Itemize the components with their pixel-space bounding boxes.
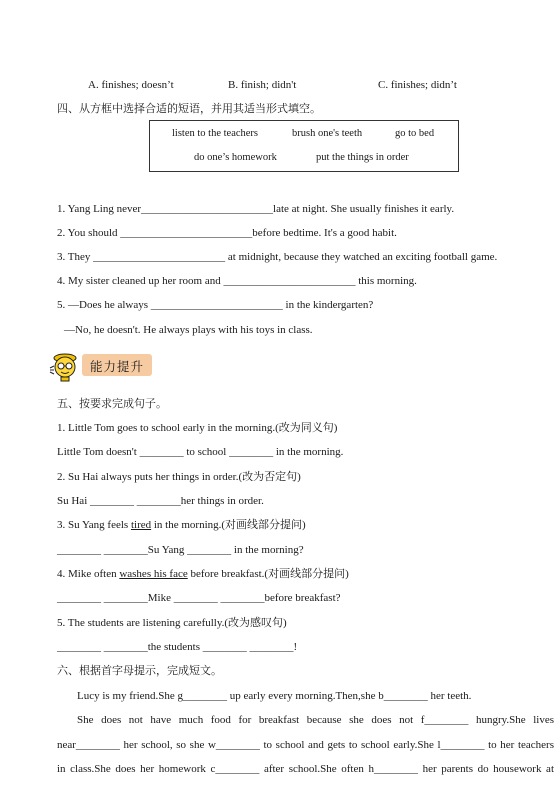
thinking-kid-icon — [42, 350, 88, 382]
s6-paragraph-line-3: near________ her school, so she w________ to school and gets to school early.She l________ to her teachers — [57, 739, 554, 751]
s5-answer-4: ________ ________Mike ________ ________before breakfast? — [57, 592, 341, 604]
option-a: A. finishes; doesn’t — [88, 79, 174, 91]
s5-question-3 — [57, 518, 306, 532]
s5-question-2: 2. Su Hai always puts her things in order.(改为否定句) — [57, 471, 301, 483]
phrase-item: do one’s homework — [194, 152, 277, 163]
badge-label: 能力提升 — [90, 359, 145, 374]
section6-heading: 六、根据首字母提示，完成短文。 — [57, 664, 222, 677]
s5-q3-underlined: tired — [130, 519, 152, 531]
s5-question-5: 5. The students are listening carefully.(改为感叹句) — [57, 617, 287, 629]
s5-q4-post: before breakfast.(对画线部分提问) — [187, 568, 349, 580]
section5-heading: 五、按要求完成句子。 — [57, 397, 167, 410]
phrase-item: brush one's teeth — [292, 128, 363, 139]
phrase-box — [149, 120, 459, 172]
s6-paragraph-line-2: She does not have much food for breakfast because she does not f________ hungry.She lives — [77, 714, 554, 726]
s4-item-5-answer: —No, he doesn't. He always plays with his toys in class. — [64, 324, 313, 336]
s4-item-3: 3. They ________________________ at midnight, because they watched an exciting football game. — [57, 251, 498, 263]
s6-paragraph-line-4: in class.She does her homework c________ after school.She often h________ her parents do housework at — [57, 763, 554, 775]
s5-answer-5: ________ ________the students ________ ________! — [57, 641, 298, 653]
s5-question-4 — [57, 567, 349, 581]
s5-q4-underlined: washes his face — [119, 568, 188, 580]
phrase-item: go to bed — [395, 128, 435, 139]
s4-item-4: 4. My sister cleaned up her room and ________________________ this morning. — [57, 275, 417, 287]
s5-q3-pre: 3. Su Yang feels — [57, 519, 131, 531]
s5-answer-1: Little Tom doesn't ________ to school ________ in the morning. — [57, 446, 344, 458]
s5-q4-pre: 4. Mike often — [57, 568, 120, 580]
ability-badge — [42, 350, 152, 380]
s4-item-2: 2. You should ________________________before bedtime. It's a good habit. — [57, 227, 397, 239]
option-b: B. finish; didn't — [228, 79, 297, 91]
option-c: C. finishes; didn’t — [378, 79, 457, 91]
s5-answer-2: Su Hai ________ ________her things in order. — [57, 495, 264, 507]
phrase-item: listen to the teachers — [172, 128, 259, 139]
s4-item-5: 5. —Does he always ________________________ in the kindergarten? — [57, 299, 374, 311]
s5-answer-3: ________ ________Su Yang ________ in the morning? — [57, 544, 304, 556]
s5-question-1: 1. Little Tom goes to school early in the morning.(改为同义句) — [57, 422, 338, 434]
phrase-item: put the things in order — [316, 152, 409, 163]
section4-heading: 四、从方框中选择合适的短语，并用其适当形式填空。 — [57, 102, 321, 115]
s4-item-1: 1. Yang Ling never________________________late at night. She usually finishes it early. — [57, 203, 455, 215]
s6-paragraph-line-1: Lucy is my friend.She g________ up early every morning.Then,she b________ her teeth. — [77, 690, 472, 702]
s5-q3-post: in the morning.(对画线部分提问) — [151, 519, 306, 531]
